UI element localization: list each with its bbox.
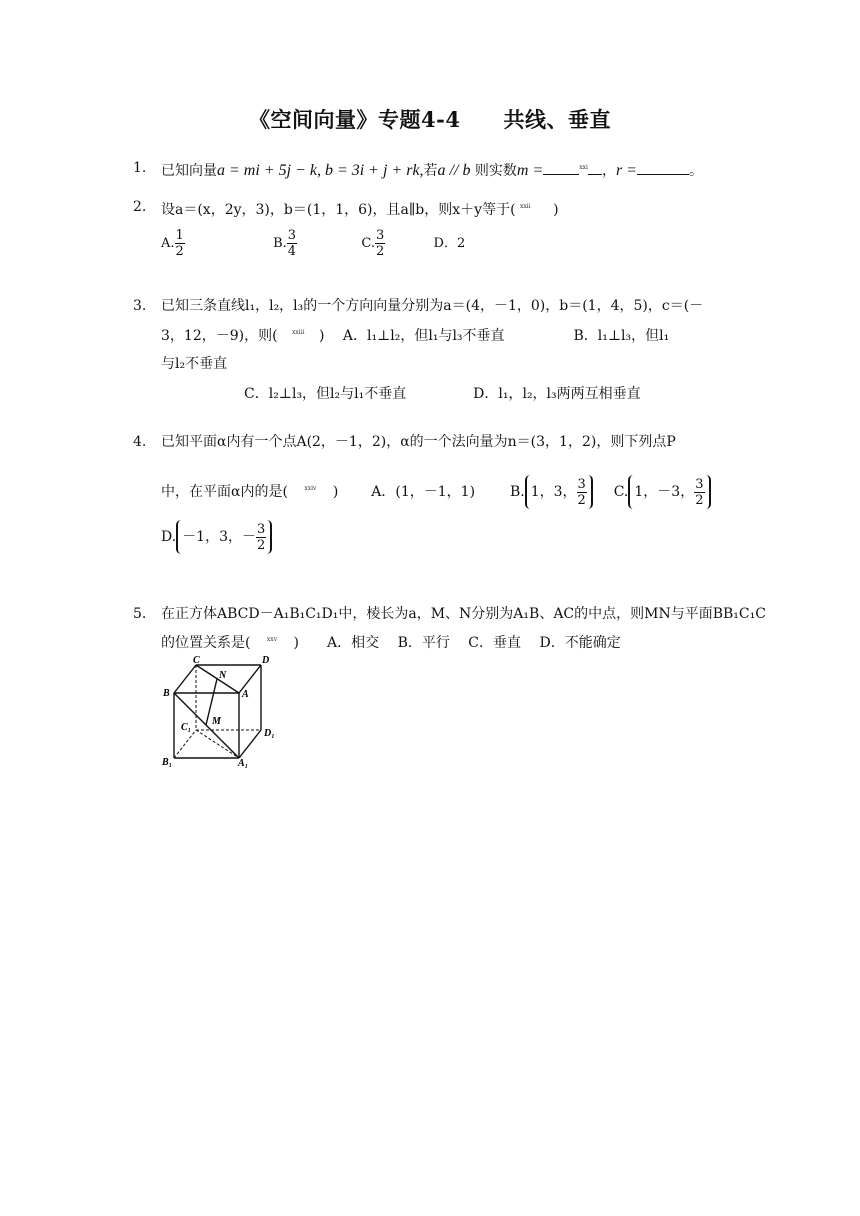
q1-text: 向量: [189, 163, 217, 179]
q1-cond: a // b: [437, 162, 471, 179]
q4-line2: [161, 470, 711, 511]
q5-options[interactable]: ) A．相交 B．平行 C．垂直 D．不能确定: [293, 635, 621, 651]
q2-number: 2.: [133, 199, 147, 215]
q3-line2: [161, 323, 669, 346]
q3-line4: [244, 384, 641, 404]
q5-line2: [161, 630, 621, 653]
q1-r-blank[interactable]: [637, 162, 689, 175]
vertex-c1-label: C₁: [181, 722, 192, 733]
q2-close: ): [553, 202, 559, 218]
q1-number: 1.: [133, 160, 147, 176]
vertex-b1-label: B₁: [162, 757, 173, 768]
q3-line2a: 3，12，－9)，则(: [161, 328, 278, 344]
q3-option-b[interactable]: B．l₁⊥l₃，但l₁: [573, 328, 670, 344]
q2-options: [161, 228, 465, 259]
q5-note: xxv: [266, 636, 278, 643]
q4-option-a[interactable]: A．(1，－1，1): [371, 484, 476, 500]
q1-m-label: m =: [516, 162, 544, 179]
q2-option-b[interactable]: B. $\frac{3}{4}$: [273, 228, 297, 259]
q1-formula: a = mi + 5j − k, b = 3i + j + rk,: [217, 162, 424, 179]
q1-r-label: r =: [615, 162, 637, 179]
q1-m-blank-tail: [588, 162, 602, 175]
vertex-c-label: C: [193, 655, 200, 666]
q4-option-b[interactable]: B. 1，3， $\frac{3}{2}$: [510, 484, 593, 500]
q3-option-c[interactable]: C．l₂⊥l₃，但l₂与l₁不垂直: [244, 386, 407, 402]
q4-line1: 已知平面α内有一个点A(2，－1，2)，α的一个法向量为n＝(3，1，2)，则下列点P: [161, 434, 676, 450]
q3-option-a[interactable]: ) A．l₁⊥l₂，但l₁与l₃不垂直: [319, 328, 505, 344]
q2-option-c[interactable]: C. $\frac{3}{2}$: [361, 228, 385, 259]
q4-option-d[interactable]: D. －1，3，－ $\frac{3}{2}$: [161, 529, 272, 545]
q4-option-c[interactable]: C. 1，－3， $\frac{3}{2}$: [614, 484, 711, 500]
q3-option-d[interactable]: D．l₁，l₂，l₃两两互相垂直: [473, 386, 641, 402]
vertex-d-label: D: [262, 655, 270, 666]
q4-number: 4.: [133, 434, 147, 450]
q2-stem: [161, 197, 559, 220]
point-m-label: M: [212, 716, 221, 727]
q4-line3: [161, 518, 272, 556]
q4-stem: 中，在平面α内的是(: [161, 484, 288, 500]
vertex-d1-label: D₁: [264, 728, 275, 739]
point-n-label: N: [219, 670, 227, 681]
q1-cond-pre: 若: [423, 163, 438, 179]
q3-line3: 与l₂不垂直: [161, 356, 228, 372]
vertex-a-label: A: [242, 689, 249, 700]
q1-end: 。: [688, 163, 703, 179]
vertex-a1-label: A₁: [238, 758, 249, 768]
q2-note: xxii: [520, 203, 531, 210]
q5-stem: 的位置关系是(: [161, 635, 251, 651]
q2-text: 设a＝(x，2y，3)，b＝(1，1，6)，且a∥b，则x＋y等于(: [161, 202, 516, 218]
q5-number: 5.: [133, 606, 147, 622]
q4-note: xxiv: [304, 485, 317, 492]
q4-close: ): [332, 484, 339, 500]
q2-option-a[interactable]: A. $\frac{1}{2}$: [161, 228, 184, 259]
q3-number: 3.: [133, 298, 147, 314]
q1-pre: 已知: [161, 163, 189, 179]
q1-cond-post: 则实数: [474, 163, 517, 179]
q1-m-note: xxi: [579, 164, 588, 171]
vertex-b-label: B: [163, 688, 170, 699]
q5-line1: 在正方体ABCD－A₁B₁C₁D₁中，棱长为a，M、N分别为A₁B、AC的中点，则MN与平面BB₁C₁C: [161, 606, 766, 622]
q3-note: xxiii: [292, 329, 305, 336]
q1-sep: ，: [601, 163, 616, 179]
cube-figure: [158, 654, 288, 768]
q1-m-blank[interactable]: [543, 162, 579, 175]
page-title: 《空间向量》专题4-4 共线、垂直: [249, 107, 611, 132]
q3-line1: 已知三条直线l₁，l₂，l₃的一个方向向量分别为a＝(4，－1，0)，b＝(1，4，5)，c＝(－: [161, 298, 704, 314]
q1-line: [161, 158, 703, 181]
q2-option-d[interactable]: D．2: [433, 236, 466, 251]
